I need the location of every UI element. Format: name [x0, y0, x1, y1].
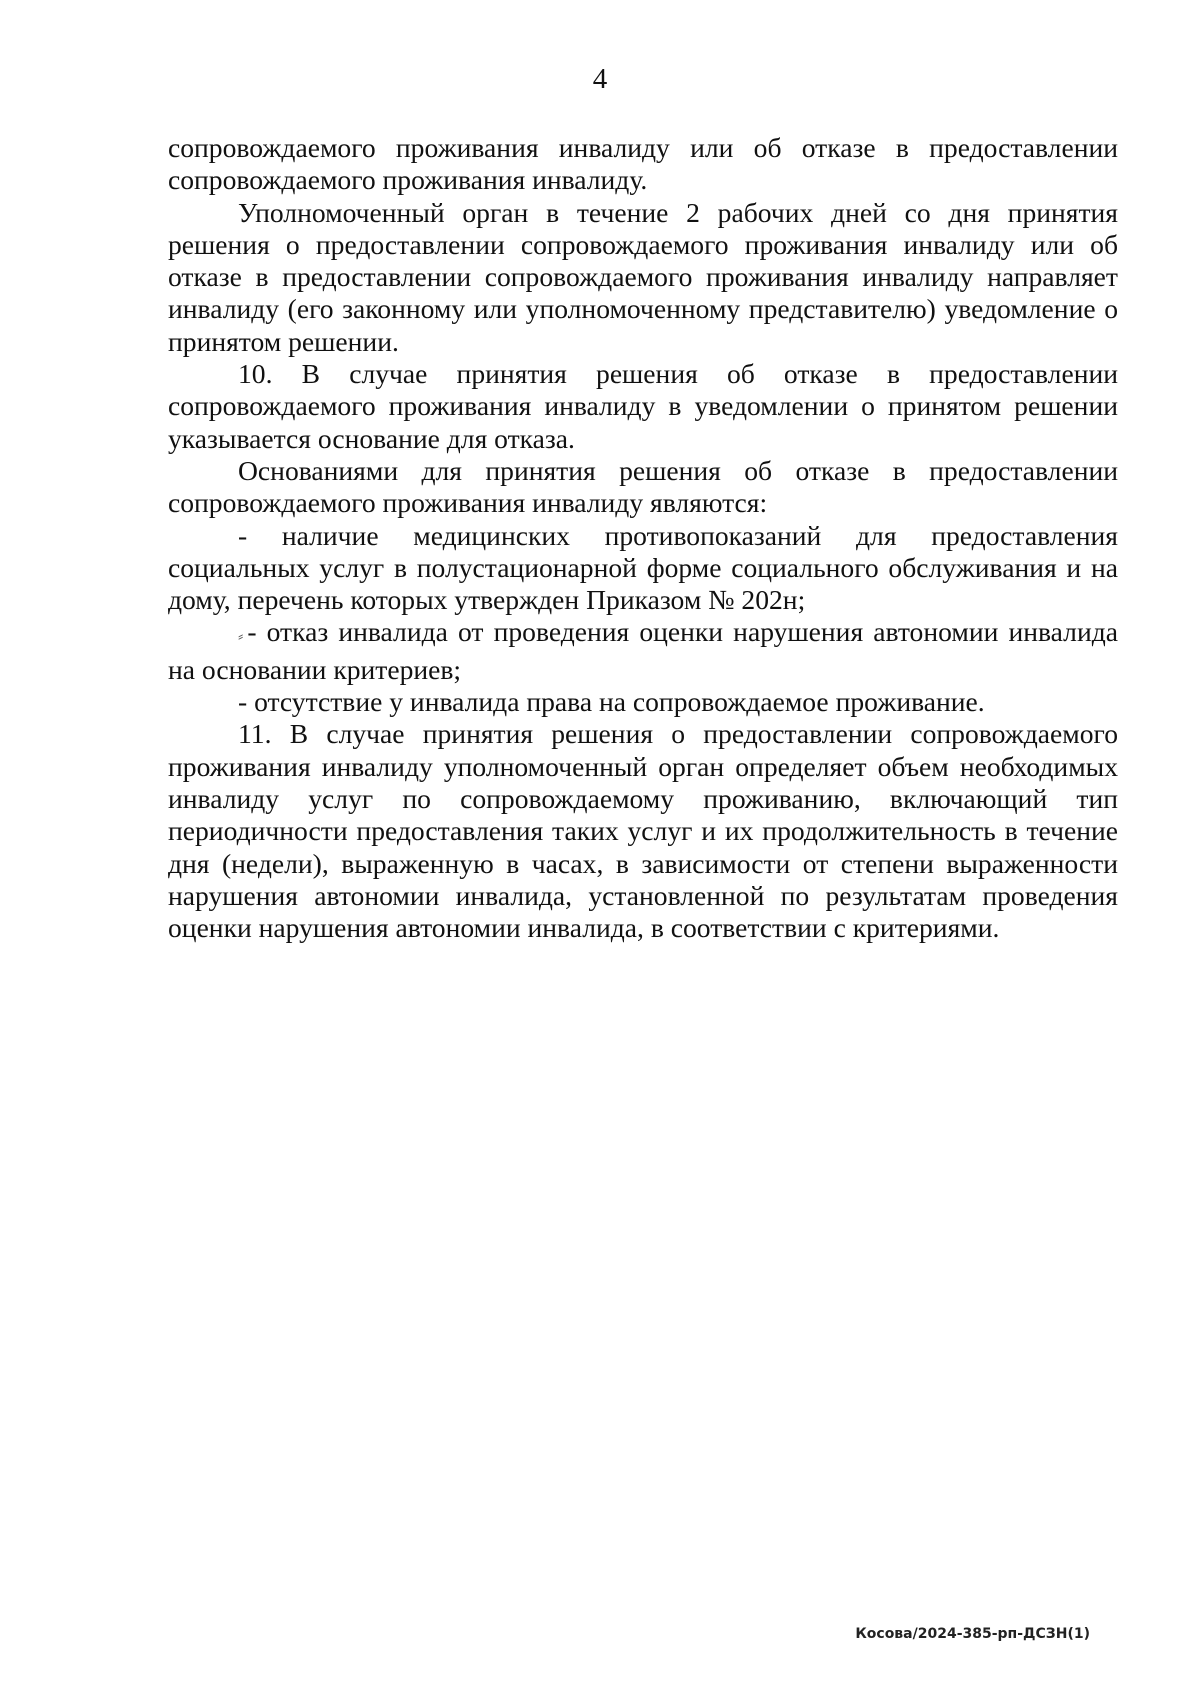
paragraph-grounds-intro: Основаниями для принятия решения об отказе в предоставлении сопровождаемого проживания инвалиду являются:	[168, 454, 1118, 519]
paragraph-notification: Уполномоченный орган в течение 2 рабочих дней со дня принятия решения о предоставлении сопровождаемого проживания инвалиду или об отказе в предоставлении сопровождаемого проживания инвалиду направляет инвалиду (его законному или уполномоченному представителю) уведомление о принятом решении.	[168, 196, 1118, 357]
list-item-medical-contraindications: - наличие медицинских противопоказаний для предоставления социальных услуг в полустационарной форме социального обслуживания и на дому, перечень которых утвержден Приказом № 202н;	[168, 519, 1118, 616]
page-number: 4	[592, 63, 608, 95]
paragraph-clause-11: 11. В случае принятия решения о предоставлении сопровождаемого проживания инвалиду уполномоченный орган определяет объем необходимых инвалиду услуг по сопровождаемому проживанию, включающий тип периодичности предоставления таких услуг и их продолжительность в течение дня (недели), выраженную в часах, в зависимости от степени выраженности нарушения автономии инвалида, установленной по результатам проведения оценки нарушения автономии инвалида, в соответствии с критериями.	[168, 718, 1118, 944]
handwritten-mark: ⸗	[238, 628, 244, 646]
list-item-assessment-refusal-text: - отказ инвалида от проведения оценки нарушения автономии инвалида на основании критериев;	[168, 616, 1118, 685]
paragraph-continuation: сопровождаемого проживания инвалиду или об отказе в предоставлении сопровождаемого проживания инвалиду.	[168, 132, 1118, 196]
document-body	[168, 132, 1118, 944]
document-footer-code: Косова/2024-385-рп-ДСЗН(1)	[855, 1626, 1090, 1642]
list-item-assessment-refusal	[168, 616, 1118, 686]
paragraph-clause-10: 10. В случае принятия решения об отказе в предоставлении сопровождаемого проживания инвалиду в уведомлении о принятом решении указывается основание для отказа.	[168, 358, 1118, 454]
list-item-no-right: - отсутствие у инвалида права на сопровождаемое проживание.	[238, 686, 985, 718]
